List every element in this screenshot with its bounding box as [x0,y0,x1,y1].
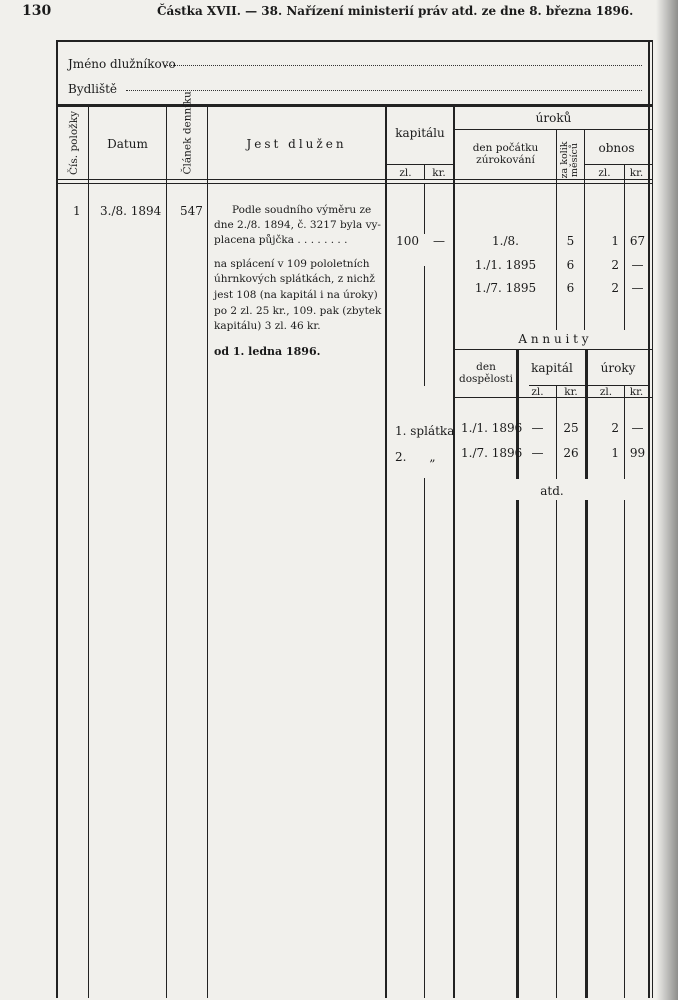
annuity-row-date: 1./7. 1896 [461,446,523,460]
interest-months: 6 [566,281,575,295]
interest-zl: 2 [611,281,619,295]
entry-from-date: od 1. ledna 1896. [214,345,321,358]
entry-text-line: na splácení v 109 pololetních [214,258,370,270]
entry-text-line: úhrnkových splátkách, z nichž [214,273,375,285]
residence-label: Bydliště [68,82,118,96]
annuity-capital: kapitál [531,361,573,375]
interest-start: 1./1. 1895 [474,258,537,272]
annuity-row-int-zl: 1 [611,446,619,460]
col-capital-kr: kr. [432,167,446,179]
annuity-etc: atd. [540,484,564,498]
entry-text-line: placena půjčka . . . . . . . . [214,234,348,246]
annuity-int-zl: zl. [599,386,613,398]
col-date: Datum [107,137,148,151]
annuity-row-label: 1. splátka [395,424,455,438]
debtor-name-label: Jméno dlužníkovo [68,57,176,71]
running-title: Částka XVII. — 38. Nařízení ministerií práv atd. ze dne 8. března 1896. [157,4,634,18]
entry-capital-kr: — [433,234,445,248]
col-amount-kr: kr. [629,167,644,179]
entry-date: 3./8. 1894 [100,204,162,218]
annuity-cap-zl: zl. [531,386,544,398]
entry-item-number: 1 [73,204,81,218]
annuity-interest: úroky [600,361,636,375]
interest-months: 5 [566,234,575,248]
entry-text-line: jest 108 (na kapitál i na úroky) [214,289,378,301]
annuity-row-int-kr: — [631,421,644,435]
col-owed: Jest dlužen [246,137,347,151]
interest-start: 1./7. 1895 [474,281,537,295]
entry-capital-zl: 100 [396,234,419,248]
col-amount-zl: zl. [598,167,611,179]
col-capital-zl: zl. [399,167,412,179]
interest-kr: — [631,258,644,272]
col-months: za kolik měsíců [559,141,580,179]
col-amount: obnos [598,141,635,155]
annuity-row-label: 2. „ [395,450,436,464]
interest-zl: 2 [611,258,619,272]
col-journal-article: Článek denníku [181,91,194,175]
annuity-row-int-kr: 99 [629,446,646,460]
annuity-cap-kr: kr. [564,386,578,398]
interest-kr: 67 [629,234,646,248]
interest-start: 1./8. [492,234,519,248]
col-capital: kapitálu [395,126,445,140]
interest-kr: — [631,281,644,295]
debtor-name-field[interactable] [164,65,642,66]
page-number: 130 [22,3,52,19]
col-interest-start: den počátku zúrokování [472,142,539,166]
entry-text-line: po 2 zl. 25 kr., 109. pak (zbytek [214,305,382,317]
annuity-title: A n n u i t y [518,332,589,346]
entry-text-line: Podle soudního výměru ze [232,204,372,216]
page-edge-shadow [656,0,678,1000]
col-item-number: Čís. položky [68,110,80,175]
interest-months: 6 [566,258,575,272]
annuity-row-int-zl: 2 [611,421,619,435]
annuity-int-kr: kr. [629,386,644,398]
annuity-row-cap-zl: — [531,446,544,460]
annuity-row-date: 1./1. 1896 [461,421,523,435]
residence-field[interactable] [126,90,642,91]
entry-text-line: kapitálu) 3 zl. 46 kr. [214,320,321,332]
annuity-row-cap-kr: 25 [563,421,579,435]
annuity-row-cap-zl: — [531,421,544,435]
interest-zl: 1 [611,234,619,248]
entry-text-line: dne 2./8. 1894, č. 3217 byla vy- [214,219,381,231]
annuity-due-date: den dospělosti [458,361,513,385]
entry-journal: 547 [180,204,203,218]
annuity-row-cap-kr: 26 [563,446,579,460]
col-interest: úroků [535,111,572,125]
